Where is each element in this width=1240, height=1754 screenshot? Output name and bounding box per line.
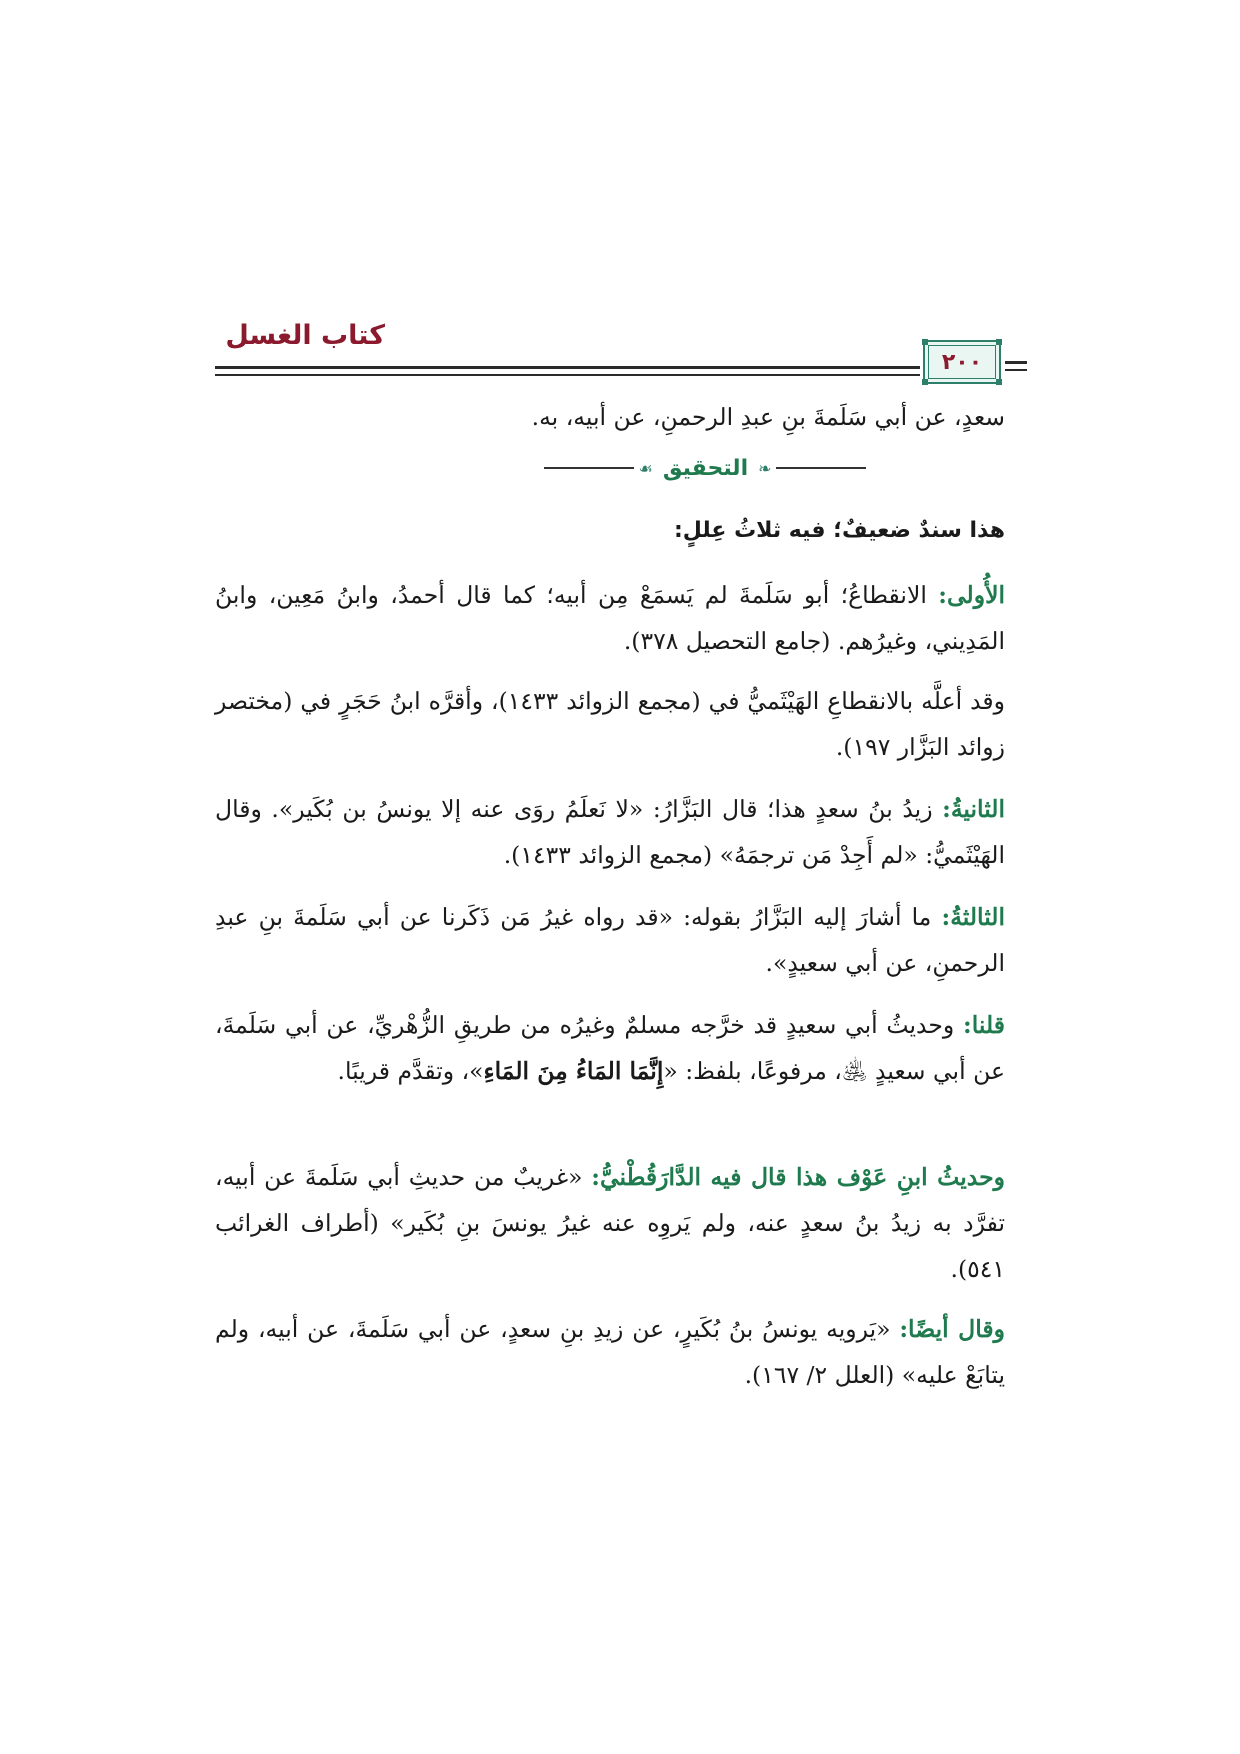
header-rule-bottom bbox=[215, 374, 920, 376]
also-label: وقال أيضًا: bbox=[899, 1315, 1005, 1343]
summary-line: هذا سندٌ ضعيفٌ؛ فيه ثلاثُ عِللٍ: bbox=[673, 518, 1005, 543]
paragraph-qulna bbox=[215, 1002, 1005, 1094]
paragraph-first-note: وقد أعلَّه بالانقطاعِ الهَيْثَميُّ في (مجمع الزوائد ١٤٣٣)، وأقرَّه ابنُ حَجَرٍ في (مختصر زوائد البَزَّار ١٩٧). bbox=[215, 687, 1005, 761]
intro-line: سعدٍ، عن أبي سَلَمةَ بنِ عبدِ الرحمنِ، عن أبيه، به. bbox=[531, 403, 1005, 431]
paragraph-third bbox=[215, 894, 1005, 986]
page-number: ٢٠٠ bbox=[941, 349, 983, 375]
section-divider bbox=[400, 450, 1010, 486]
first-label: الأُولى: bbox=[938, 581, 1005, 609]
paragraph-first bbox=[215, 572, 1005, 664]
qulna-text-after: »، وتقدَّم قريبًا. bbox=[337, 1057, 484, 1085]
divider-ornament-icon: ❧ bbox=[758, 458, 772, 478]
qulna-hadith: إِنَّمَا المَاءُ مِنَ المَاءِ bbox=[483, 1057, 664, 1085]
first-text: الانقطاعُ؛ أبو سَلَمةَ لم يَسمَعْ مِن أبيه؛ كما قال أحمدُ، وابنُ مَعِين، وابنُ المَدِيني، وغيرُهم. (جامع التحصيل ٣٧٨). bbox=[215, 581, 1005, 655]
daraqutni-label: وحديثُ ابنِ عَوْف هذا قال فيه الدَّارَقُطْنيُّ: bbox=[591, 1163, 1006, 1191]
third-label: الثالثةُ: bbox=[941, 903, 1005, 931]
divider-line-right bbox=[776, 467, 866, 469]
header-rule-top bbox=[215, 366, 920, 369]
third-text: ما أشارَ إليه البَزَّارُ بقوله: «قد رواه غيرُ مَن ذَكَرنا عن أبي سَلَمةَ بنِ عبدِ الرحمنِ، عن أبي سعيدٍ». bbox=[215, 903, 1005, 977]
daraqutni-text: «غريبٌ من حديثِ أبي سَلَمةَ عن أبيه، تفرَّد به زيدُ بنُ سعدٍ عنه، ولم يَروِه عنه غيرُ يونسَ بنِ بُكَير» (أطراف الغرائب ٥٤١). bbox=[215, 1163, 1005, 1283]
page-number-ornament bbox=[923, 340, 1001, 384]
running-header-title: كتاب الغسل bbox=[225, 320, 385, 351]
paragraph-second bbox=[215, 786, 1005, 878]
header-rule-right-top bbox=[1005, 361, 1027, 364]
also-text: «يَرويه يونسُ بنُ بُكَيرٍ، عن زيدِ بنِ سعدٍ، عن أبي سَلَمةَ، عن أبيه، ولم يتابَعْ عليه» (العلل ٢/ ١٦٧). bbox=[215, 1315, 1005, 1389]
qulna-label: قلنا: bbox=[963, 1011, 1005, 1039]
paragraph-also bbox=[215, 1306, 1005, 1398]
paragraph-daraqutni bbox=[215, 1154, 1005, 1292]
qulna-text-before: وحديثُ أبي سعيدٍ قد خرَّجه مسلمٌ وغيرُه من طريقِ الزُّهْريِّ، عن أبي سَلَمةَ، عن أبي سعيدٍ ﵁، مرفوعًا، بلفظ: « bbox=[215, 1011, 1005, 1085]
section-title: التحقيق bbox=[662, 455, 749, 481]
divider-line-left bbox=[544, 467, 634, 469]
second-text: زيدُ بنُ سعدٍ هذا؛ قال البَزَّارُ: «لا نَعلَمُ روَى عنه إلا يونسُ بن بُكَير». وقال الهَيْثَميُّ: «لم أَجِدْ مَن ترجمَهُ» (مجمع الزوائد ١٤٣٣). bbox=[215, 795, 1005, 869]
second-label: الثانيةُ: bbox=[942, 795, 1005, 823]
divider-ornament-icon: ☙ bbox=[638, 458, 653, 478]
header-rule-right-bottom bbox=[1005, 369, 1027, 371]
